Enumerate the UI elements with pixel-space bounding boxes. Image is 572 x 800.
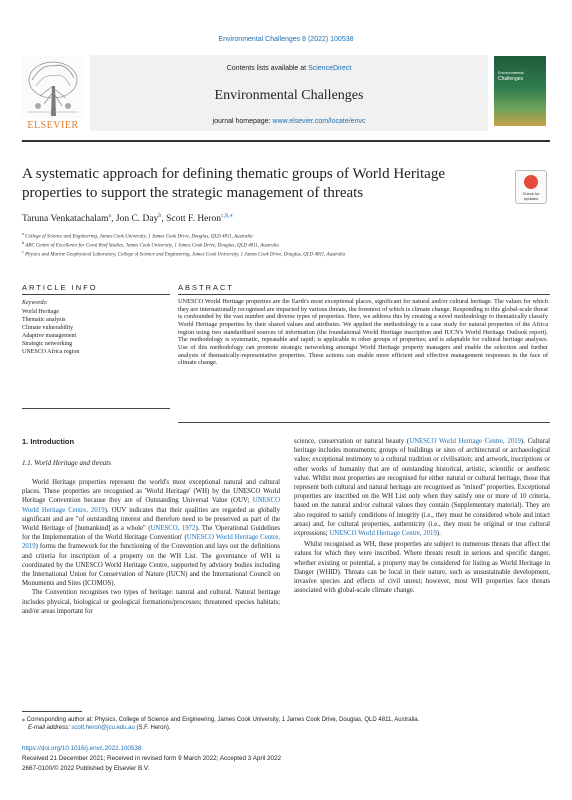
article-info-heading: ARTICLE INFO — [22, 283, 98, 292]
keyword: UNESCO Africa region — [22, 348, 80, 355]
received-dates: Received 21 December 2021; Received in revised form 9 March 2022; Accepted 3 April 2022 — [22, 755, 282, 762]
journal-title: Environmental Challenges — [214, 88, 364, 103]
body-paragraph: science, conservation or natural beauty (UNESCO World Heritage Centre, 2019). Cultural heritage includes monuments; groups of buildings or sites of architectural or archaeological value; exceptional testimony to a cultural tradition or civilisation; and artwork, inscriptions or other works of humanity that are of outstanding historical, artistic, scientific or aesthetic value. Whilst most properties are recognised for either natural or cultural heritage, those that represent both cultural and natural heritage are recognised as "mixed" properties. Exceptional properties are inscribed on the WH List only when they satisfy one or more of 10 criteria, based on the natural and/or cultural values they contain (Supplementary material). They are also required to satisfy conditions of integrity (i.e., they must be considered whole and intact areas) and, for cultural properties, authenticity (i.e., they must be original or true cultural expressions; UNESCO World Heritage Centre, 2019). — [294, 438, 550, 538]
author-affiliation-marker[interactable]: b — [158, 213, 162, 219]
journal-homepage-line — [90, 118, 488, 125]
contents-prefix: Contents lists available at — [226, 65, 309, 72]
citation-link[interactable]: UNESCO World Heritage Centre, 2019 — [329, 530, 437, 538]
body-left-column — [22, 478, 280, 616]
affiliation-marker: c — [22, 249, 24, 254]
affiliation-text: College of Science and Engineering, James Cook University, 1 James Cook Drive, Douglas, QLD 4811, Australia — [25, 234, 253, 240]
author-list: Taruna Venkatachalam$^a$, Jon C. Day$^b$, Scott F. Heron$^{c,b,⁎}$ — [22, 213, 233, 225]
contents-available-line — [90, 65, 488, 72]
footnote-divider — [22, 711, 82, 712]
abstract-divider — [178, 294, 550, 295]
body-paragraph: World Heritage properties represent the world's most exceptional natural and cultural places. These properties are recognised as 'World Heritage' (WH) by the UNESCO World Heritage Convention because they are of Outstanding Universal Value (OUV; UNESCO World Heritage Centre, 2019). OUV indicates that their qualities are regarded as globally significant and are "of outstanding interest and therefore need to be preserved as part of the World Heritage of [humankind] as a whole" (UNESCO, 1972). The 'Operational Guidelines for the Implementation of the World Heritage Convention' (UNESCO World Heritage Centre, 2019) forms the framework for the functioning of the Convention and lays out the definitions and criteria for inscription of a property on the WH List. The governance of WH is coordinated by the UNESCO World Heritage Centre, supported by advisory bodies including the International Union for Conservation of Nature (IUCN) and the International Council on Monuments and Sites (ICOMOS). — [22, 479, 280, 588]
keyword: Strategic networking — [22, 340, 73, 347]
body-paragraph: Whilst recognised as WH, these properties are subject to numerous threats that affect the values for which they were inscribed. Where threats result in serious and specific danger, whether existing or potential, a property may be considered for listing as World Heritage in Danger (WHID). Threats can be local in their nature, such as unsustainable development, invasive species and effects of civil unrest; however, most WH properties face threats associated with global-scale climate change. — [294, 541, 550, 595]
citation-link[interactable]: UNESCO, 1972 — [150, 525, 196, 533]
author-name[interactable]: Taruna Venkatachalam — [22, 214, 109, 225]
abstract-text: UNESCO World Heritage properties are the Earth's most exceptional places, significant for natural and/or cultural heritage. The values for which they are internationally recognised are impacted by various threats, the foremost of which is climate change. Responding to this global-scale threat is confounded by the vast number and diverse types of properties. Here, we address this by creating a novel methodology to thematically classify World Heritage properties by their shared values and attributes. We applied the methodology in a case study for natural properties of the Africa region using two standardised sources of information (the foundational World Heritage inscription and IUCN's World Heritage Outlook report). The methodology is systematic, repeatable and rapid; is applicable to other groups of properties; and is adaptable for cultural heritage analyses. Use of this methodology can promote strategic networking amongst World Heritage property managers and enable the selection and further analysis of thematically-representative properties. These actions can enable more efficient and effective management responses in the face of climate change. — [178, 298, 548, 367]
keyword: Adaptive management — [22, 332, 77, 339]
homepage-prefix: journal homepage: — [212, 118, 273, 125]
cover-small-text: Environmental — [498, 70, 524, 75]
affiliation-marker: b — [22, 240, 25, 245]
check-updates-icon — [524, 175, 538, 189]
check-updates-label: Check for updates — [522, 191, 540, 201]
affiliation — [22, 231, 253, 240]
affiliation — [22, 249, 345, 258]
keywords-label: Keywords: — [22, 300, 48, 306]
affiliation-text: ARC Centre of Excellence for Coral Reef Studies, James Cook University, 1 James Cook Drive, Douglas, QLD 4811, Australia — [25, 243, 279, 249]
corresponding-author-note — [22, 716, 550, 732]
keywords-list — [22, 309, 79, 356]
article-info-bottom-divider — [22, 408, 170, 409]
body-paragraph: The Convention recognises two types of heritage: natural and cultural. Natural heritage includes physical, biological or geological formations/processes; threatened species habitats; and/or areas important for — [22, 589, 280, 615]
abstract-bottom-divider — [178, 422, 550, 423]
header-divider — [22, 140, 550, 142]
affiliation-marker: a — [22, 231, 24, 236]
article-title: A systematic approach for defining thematic groups of World Heritage properties to support the strategic management of threats — [22, 166, 445, 201]
journal-homepage-link[interactable]: www.elsevier.com/locate/envc — [272, 118, 366, 125]
citation-link[interactable]: UNESCO World Heritage Centre, 2019 — [22, 534, 280, 551]
corresponding-text: ⁎ Corresponding author at: Physics, College of Science and Engineering, James Cook University, 1 James Cook Drive, Douglas, QLD 4811, Australia. — [22, 717, 420, 723]
journal-reference[interactable]: Environmental Challenges 8 (2022) 100538 — [218, 36, 354, 43]
doi-link[interactable]: https://doi.org/10.1016/j.envc.2022.100538 — [22, 745, 142, 752]
email-link[interactable]: scott.heron@jcu.edu.au — [71, 725, 135, 731]
author-affiliation-marker[interactable]: c,b,⁎ — [221, 213, 233, 219]
section-heading: 1. Introduction — [22, 437, 75, 446]
check-for-updates-button[interactable] — [515, 170, 547, 204]
author-affiliation-marker[interactable]: a — [108, 213, 112, 219]
citation-link[interactable]: UNESCO World Heritage Centre, 2019 — [409, 438, 521, 445]
article-info-divider — [22, 294, 170, 295]
elsevier-wordmark: ELSEVIER — [27, 120, 79, 131]
email-line — [22, 724, 550, 732]
sciencedirect-link[interactable]: ScienceDirect — [308, 65, 352, 72]
copyright-notice: 2667-0100/© 2022 Published by Elsevier B.V. — [22, 765, 150, 772]
keyword: Thematic analysis — [22, 316, 66, 323]
subsection-heading: 1.1. World Heritage and threats — [22, 459, 111, 467]
affiliation-text: Physics and Marine Geophysical Laboratory, College of Science and Engineering, James Cook University, 1 James Cook Drive, Douglas, QLD 4811, Australia — [25, 252, 346, 258]
author-name[interactable]: Scott F. Heron — [166, 214, 222, 225]
body-right-column — [294, 437, 550, 595]
abstract-heading: ABSTRACT — [178, 283, 235, 292]
keyword: World Heritage — [22, 309, 60, 315]
journal-cover-image — [494, 56, 546, 126]
email-label: E-mail address: — [28, 725, 72, 731]
affiliation — [22, 240, 279, 249]
keyword: Climate vulnerability — [22, 324, 74, 331]
author-name[interactable]: Jon C. Day — [115, 214, 159, 225]
email-suffix: (S.F. Heron). — [134, 725, 171, 731]
citation-link[interactable]: UNESCO World Heritage Centre, 2019 — [22, 497, 280, 514]
cover-title-text: Challenges — [498, 76, 524, 82]
